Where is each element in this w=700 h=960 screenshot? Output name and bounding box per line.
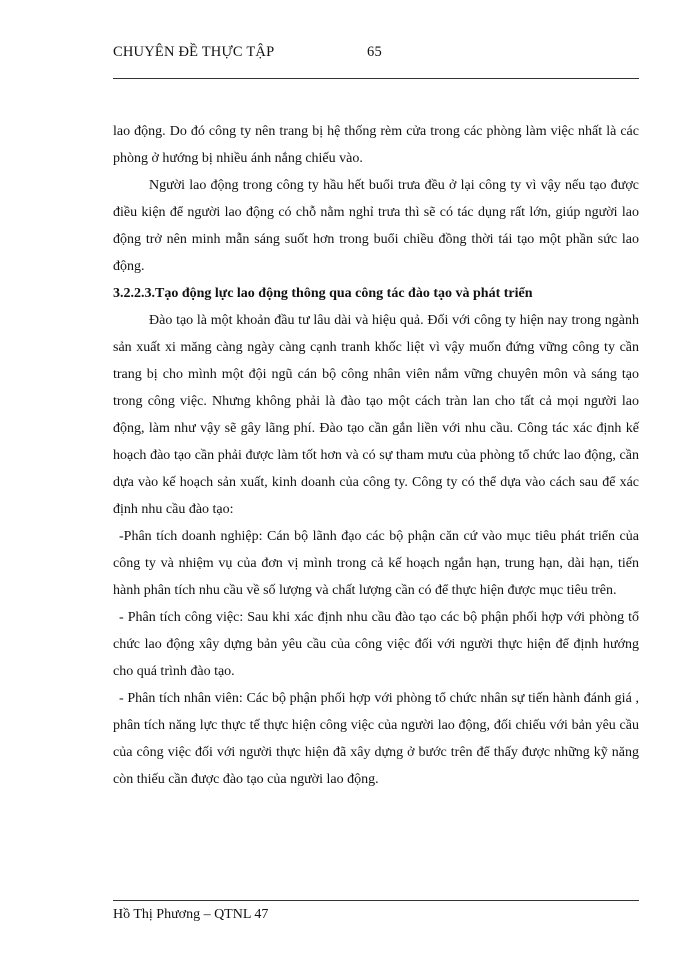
paragraph-rest-break: Người lao động trong công ty hầu hết buổi trưa đều ở lại công ty vì vậy nếu tạo được điều kiện để người lao động có chỗ nằm nghỉ trưa thì sẽ có tác dụng rất lớn, giúp người lao động trở nên minh mẫn sáng suốt hơn trong buổi chiều đồng thời tái tạo một phần sức lao động. <box>113 178 639 274</box>
page-footer <box>113 907 639 923</box>
document-body <box>113 118 639 793</box>
list-item-enterprise-analysis: -Phân tích doanh nghiệp: Cán bộ lãnh đạo các bộ phận căn cứ vào mục tiêu phát triển của công ty và nhiệm vụ của đơn vị mình trong cả kế hoạch ngắn hạn, trung hạn, dài hạn, tiến hành phân tích nhu cầu về số lượng và chất lượng cần có để thực hiện được mục tiêu trên. <box>113 529 639 598</box>
section-heading: 3.2.2.3.Tạo động lực lao động thông qua công tác đào tạo và phát triển <box>113 286 533 301</box>
page-number: 65 <box>367 44 382 60</box>
list-item-employee-analysis: - Phân tích nhân viên: Các bộ phận phối hợp với phòng tổ chức nhân sự tiến hành đánh giá , phân tích năng lực thực tế thực hiện công việc của người lao động, đối chiếu với bản yêu cầu của công việc đối với người thực hiện đã xây dựng ở bước trên để thấy được những kỹ năng còn thiếu cần được đào tạo của người lao động. <box>113 691 639 787</box>
page-header <box>113 44 639 64</box>
paragraph-training-intro: Đào tạo là một khoản đầu tư lâu dài và hiệu quả. Đối với công ty hiện nay trong ngành sản xuất xi măng càng ngày càng cạnh tranh khốc liệt vì vậy muốn đứng vững công ty cần trang bị cho mình một đội ngũ cán bộ công nhân viên nắm vững chuyên môn và sáng tạo trong công việc. Nhưng không phải là đào tạo một cách tràn lan cho tất cả mọi người lao động, làm như vậy sẽ gây lãng phí. Đào tạo cần gắn liền với nhu cầu. Công tác xác định kế hoạch đào tạo cần phải được làm tốt hơn và có sự tham mưu của phòng tổ chức lao động, cần dựa vào kế hoạch sản xuất, kinh doanh của công ty. Công ty có thể dựa vào cách sau để xác định nhu cầu đào tạo: <box>113 313 639 517</box>
footer-divider <box>113 900 639 901</box>
paragraph-continuation: lao động. Do đó công ty nên trang bị hệ thống rèm cửa trong các phòng làm việc nhất là các phòng ở hướng bị nhiều ánh nắng chiếu vào. <box>113 124 639 166</box>
header-divider <box>113 78 639 79</box>
list-item-job-analysis: - Phân tích công việc: Sau khi xác định nhu cầu đào tạo các bộ phận phối hợp với phòng tổ chức lao động xây dựng bản yêu cầu của công việc đối với người thực hiện để định hướng cho quá trình đào tạo. <box>113 610 639 679</box>
header-title: CHUYÊN ĐỀ THỰC TẬP <box>113 44 275 60</box>
footer-author: Hồ Thị Phương – QTNL 47 <box>113 907 269 922</box>
